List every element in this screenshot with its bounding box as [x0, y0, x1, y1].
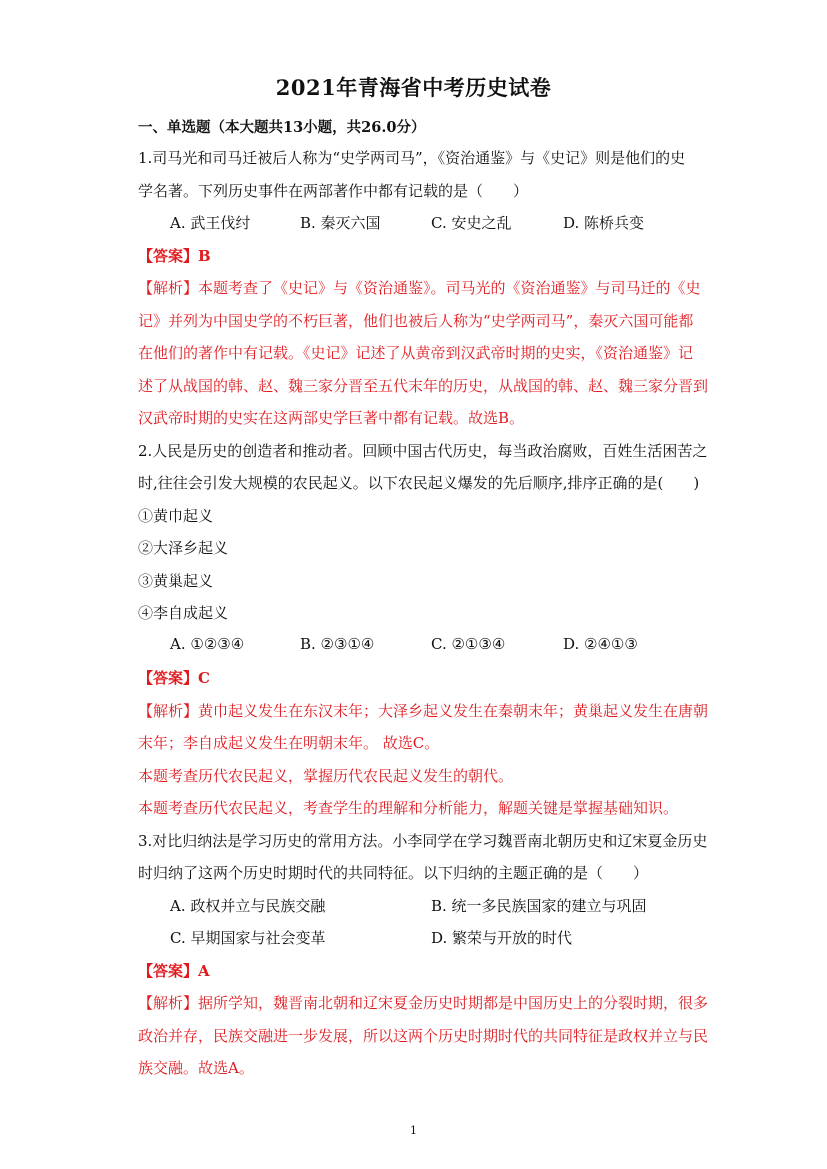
q2-item-1: ①黄巾起义 [138, 507, 214, 525]
q3-analysis-1: 【解析】据所学知，魏晋南北朝和辽宋夏金历史时期都是中国历史上的分裂时期，很多 [138, 994, 709, 1012]
q3-option-c: C. 早期国家与社会变革 [170, 929, 326, 947]
q3-option-a: A. 政权并立与民族交融 [170, 897, 326, 915]
q1-answer: 【答案】B [138, 247, 211, 265]
q2-analysis-3: 本题考查历代农民起义，掌握历代农民起义发生的朝代。 [138, 767, 514, 785]
q1-analysis-1: 【解析】本题考查了《史记》与《资治通鉴》。司马光的《资治通鉴》与司马迁的《史 [138, 279, 701, 297]
q2-analysis-4: 本题考查历代农民起义，考查学生的理解和分析能力，解题关键是掌握基础知识。 [138, 799, 679, 817]
q1-line-1: 1.司马光和司马迁被后人称为“史学两司马”，《资治通鉴》与《史记》则是他们的史 [138, 149, 686, 167]
q1-option-b: B. 秦灭六国 [300, 214, 381, 232]
q2-answer: 【答案】C [138, 669, 210, 687]
q3-answer: 【答案】A [138, 962, 210, 980]
q2-line-1: 2.人民是历史的创造者和推动者。回顾中国古代历史，每当政治腐败，百姓生活困苦之 [138, 442, 708, 460]
q3-analysis-3: 族交融。故选A。 [138, 1059, 254, 1077]
section-heading: 一、单选题（本大题共13小题，共26.0分） [138, 119, 426, 136]
q2-item-4: ④李自成起义 [138, 604, 229, 622]
q3-option-b: B. 统一多民族国家的建立与巩固 [431, 897, 647, 915]
q2-analysis-2: 末年；李自成起义发生在明朝末年。 故选C。 [138, 734, 440, 752]
q1-option-a: A. 武王伐纣 [170, 214, 251, 232]
q1-option-d: D. 陈桥兵变 [563, 214, 645, 232]
q2-item-3: ③黄巢起义 [138, 572, 214, 590]
q3-option-d: D. 繁荣与开放的时代 [431, 929, 573, 947]
page-title: 2021年青海省中考历史试卷 [275, 75, 552, 100]
q2-option-b: B. ②③①④ [300, 635, 375, 653]
q2-option-d: D. ②④①③ [563, 635, 638, 653]
q1-option-c: C. 安史之乱 [431, 214, 512, 232]
q1-analysis-5: 汉武帝时期的史实在这两部史学巨著中都有记载。故选B。 [138, 409, 525, 427]
q3-line-1: 3.对比归纳法是学习历史的常用方法。小李同学在学习魏晋南北朝历史和辽宋夏金历史 [138, 832, 708, 850]
q2-analysis-1: 【解析】黄巾起义发生在东汉末年；大泽乡起义发生在秦朝末年；黄巢起义发生在唐朝 [138, 702, 709, 720]
q3-line-2: 时归纳了这两个历史时期时代的共同特征。以下归纳的主题正确的是（ ） [138, 864, 649, 882]
q2-line-2: 时,往往会引发大规模的农民起义。以下农民起义爆发的先后顺序,排序正确的是( ) [138, 474, 700, 492]
q3-analysis-2: 政治并存，民族交融进一步发展，所以这两个历史时期时代的共同特征是政权并立与民 [138, 1027, 709, 1045]
q2-item-2: ②大泽乡起义 [138, 539, 229, 557]
q1-analysis-2: 记》并列为中国史学的不朽巨著，他们也被后人称为“史学两司马”，秦灭六国可能都 [138, 312, 694, 330]
q1-analysis-3: 在他们的著作中有记载。《史记》记述了从黄帝到汉武帝时期的史实，《资治通鉴》记 [138, 344, 694, 362]
page-number: 1 [410, 1124, 417, 1137]
q1-analysis-4: 述了从战国的韩、赵、魏三家分晋至五代末年的历史，从战国的韩、赵、魏三家分晋到 [138, 377, 709, 395]
q1-line-2: 学名著。下列历史事件在两部著作中都有记载的是（ ） [138, 182, 529, 200]
q2-option-c: C. ②①③④ [431, 635, 506, 653]
q2-option-a: A. ①②③④ [170, 635, 245, 653]
